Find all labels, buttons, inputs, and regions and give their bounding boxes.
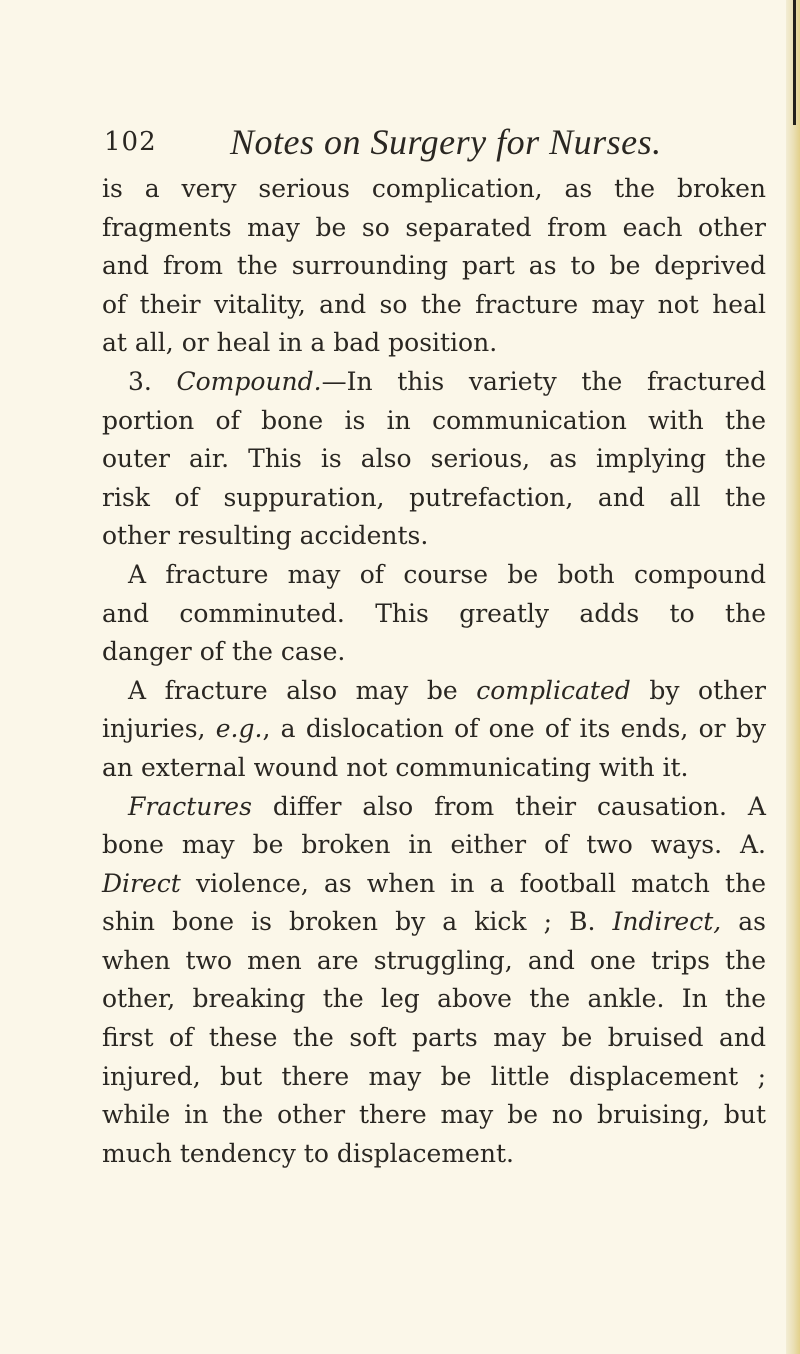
text-line: portion of bone is in communication with the bbox=[102, 405, 766, 435]
text-line: 3. Compound.—In this variety the fractured bbox=[128, 366, 766, 396]
text-line: while in the other there may be no bruising, but bbox=[102, 1100, 766, 1130]
text-line: A fracture also may be complicated by other bbox=[128, 675, 767, 705]
text-line: fragments may be so separated from each other bbox=[102, 212, 766, 242]
italic-term: Compound. bbox=[176, 366, 322, 396]
text-line: injuries, e.g., a dislocation of one of its ends, or by bbox=[102, 714, 766, 744]
page-header bbox=[104, 121, 664, 163]
text-line: and comminuted. This greatly adds to the bbox=[102, 598, 766, 628]
italic-term: e.g. bbox=[215, 714, 263, 744]
text-line: of their vitality, and so the fracture may not heal bbox=[102, 289, 766, 319]
text-line: danger of the case. bbox=[102, 637, 346, 667]
text-line: an external wound not communicating with it. bbox=[102, 752, 689, 782]
body-text bbox=[102, 170, 766, 1173]
page-right-edge bbox=[786, 0, 800, 1354]
italic-term: Indirect, bbox=[612, 907, 722, 937]
text-line: outer air. This is also serious, as implying the bbox=[102, 444, 766, 474]
text-line: first of these the soft parts may be bruised and bbox=[102, 1023, 766, 1053]
text-line: bone may be broken in either of two ways. A. bbox=[102, 830, 766, 860]
running-title: Notes on Surgery for Nurses. bbox=[230, 122, 662, 162]
text-line: when two men are struggling, and one trips the bbox=[102, 945, 766, 975]
text-line: injured, but there may be little displacement ; bbox=[102, 1061, 766, 1091]
page-number: 102 bbox=[104, 127, 157, 157]
italic-term: Fractures bbox=[128, 791, 252, 821]
text-line: Fractures differ also from their causation. A bbox=[128, 791, 766, 821]
text-line: Direct violence, as when in a football match the bbox=[102, 868, 766, 898]
text-line: is a very serious complication, as the broken bbox=[102, 174, 766, 203]
text-line: much tendency to displacement. bbox=[102, 1138, 514, 1168]
text-line: other resulting accidents. bbox=[102, 521, 429, 551]
text-line: and from the surrounding part as to be deprived bbox=[102, 251, 766, 281]
text-line: shin bone is broken by a kick ; B. Indirect, as bbox=[102, 907, 766, 937]
text-line: A fracture may of course be both compound bbox=[128, 559, 766, 589]
page-edge-line bbox=[793, 0, 796, 125]
text-line: other, breaking the leg above the ankle. In the bbox=[102, 984, 766, 1014]
italic-term: Direct bbox=[102, 868, 181, 898]
text-line: risk of suppuration, putrefaction, and all the bbox=[102, 482, 766, 512]
text-line: at all, or heal in a bad position. bbox=[102, 328, 498, 358]
italic-term: complicated bbox=[476, 675, 631, 705]
